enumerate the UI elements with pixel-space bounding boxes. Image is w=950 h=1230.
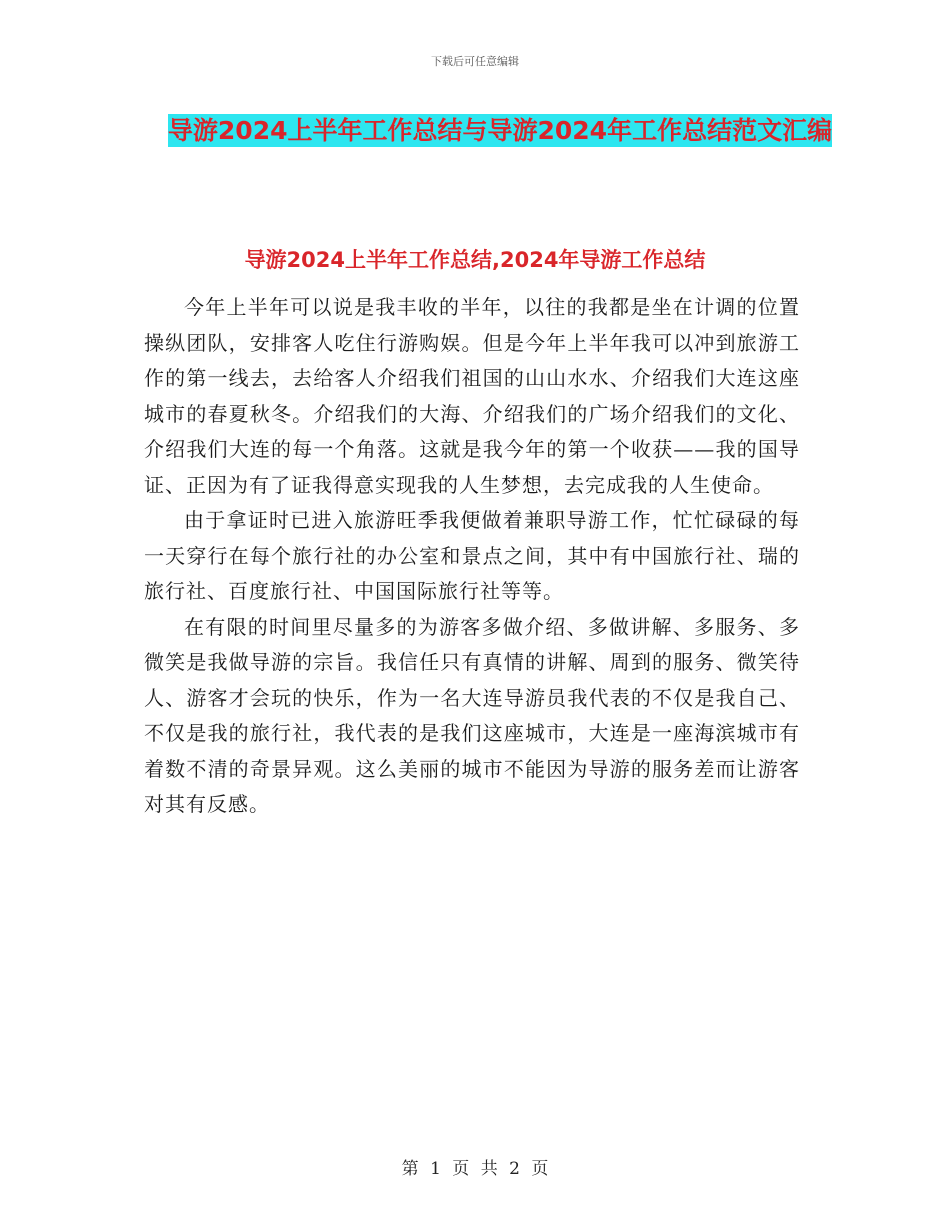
- document-title: [150, 108, 850, 154]
- paragraph-1: 今年上半年可以说是我丰收的半年，以往的我都是坐在计调的位置操纵团队，安排客人吃住行游购娱。但是今年上半年我可以冲到旅游工作的第一线去，去给客人介绍我们祖国的山山水水、介绍我们大连这座城市的春夏秋冬。介绍我们的大海、介绍我们的广场介绍我们的文化、介绍我们大连的每一个角落。这就是我今年的第一个收获——我的国导证、正因为有了证我得意实现我的人生梦想，去完成我的人生使命。: [144, 295, 800, 497]
- document-body: [144, 290, 800, 823]
- paragraph-3: 在有限的时间里尽量多的为游客多做介绍、多做讲解、多服务、多微笑是我做导游的宗旨。我信任只有真情的讲解、周到的服务、微笑待人、游客才会玩的快乐，作为一名大连导游员我代表的不仅是我自己、不仅是我的旅行社，我代表的是我们这座城市，大连是一座海滨城市有着数不清的奇景异观。这么美丽的城市不能因为导游的服务差而让游客对其有反感。: [144, 614, 800, 816]
- page-footer: 第 1 页 共 2 页: [401, 1159, 549, 1179]
- section-title: 导游2024上半年工作总结,2024年导游工作总结: [244, 248, 706, 272]
- document-title-text: 导游2024上半年工作总结与导游2024年工作总结范文汇编: [167, 116, 833, 145]
- header-note: 下载后可任意编辑: [431, 55, 519, 68]
- paragraph-2: 由于拿证时已进入旅游旺季我便做着兼职导游工作，忙忙碌碌的每一天穿行在每个旅行社的办公室和景点之间，其中有中国旅行社、瑞的旅行社、百度旅行社、中国国际旅行社等等。: [144, 508, 800, 603]
